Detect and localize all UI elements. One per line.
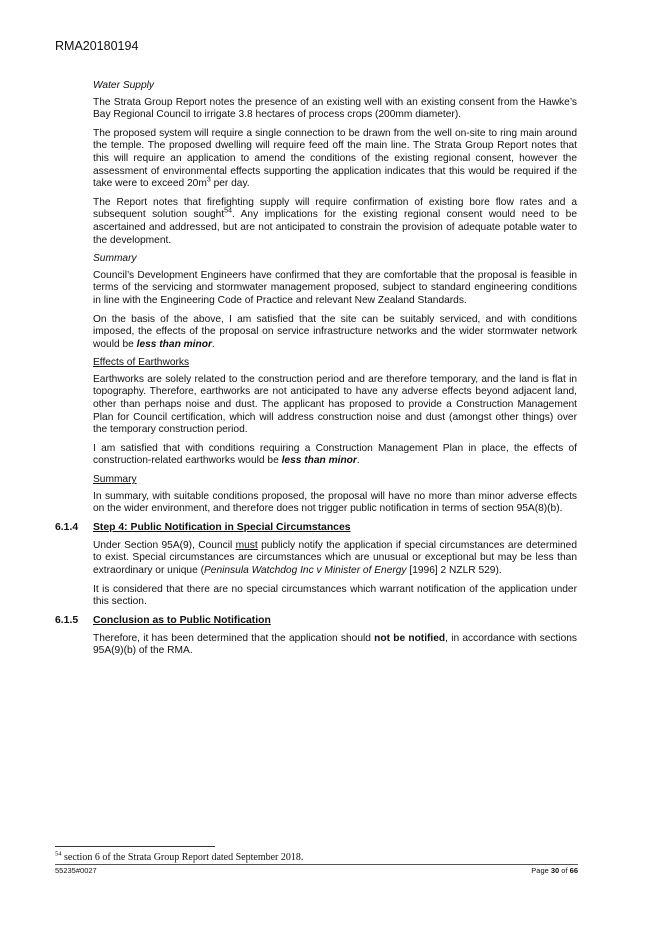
earthworks-paragraph-2: I am satisfied that with conditions requiring a Construction Management Plan in place, the effects of construction-related earthworks would be less than minor.	[93, 442, 577, 467]
section-6-1-4-paragraph-1: Under Section 95A(9), Council must publicly notify the application if special circumstances are determined to exist. Special circumstances are circumstances which are unusual or exceptional but may be less than extraordinary or unique (Peninsula Watchdog Inc v Minister of Energy [1996] 2 NZLR 529).	[93, 539, 577, 576]
document-id: RMA20180194	[55, 39, 139, 53]
summary-heading: Summary	[93, 253, 137, 265]
page-number: Page 30 of 66	[531, 866, 578, 875]
section-6-1-4-paragraph-2: It is considered that there are no special circumstances which warrant notification of the application under this section.	[93, 583, 577, 608]
summary-paragraph-2: On the basis of the above, I am satisfied that the site can be suitably serviced, and with conditions imposed, the effects of the proposal on service infrastructure networks and the wider stormwater network would be less than minor.	[93, 313, 577, 350]
summary-paragraph-1: Council’s Development Engineers have confirmed that they are comfortable that the proposal is feasible in terms of the servicing and stormwater management proposed, subject to standard engineering conditions in line with the Engineering Code of Practice and relevant New Zealand Standards.	[93, 269, 577, 306]
section-title: Conclusion as to Public Notification	[93, 614, 271, 626]
section-number: 6.1.4	[55, 521, 79, 533]
footnote: $^{54}$ section 6 of the Strata Group Report dated September 2018.	[55, 850, 304, 863]
section-6-1-4-heading	[55, 521, 577, 533]
page-body	[55, 80, 577, 664]
footnote-divider	[55, 846, 215, 847]
footer-divider	[55, 864, 578, 865]
section-6-1-5-paragraph: Therefore, it has been determined that the application should not be notified, in accordance with sections 95A(9)(b) of the RMA.	[93, 632, 577, 657]
water-supply-paragraph-2: The proposed system will require a single connection to be drawn from the well on-site to ring main around the temple. The proposed dwelling will require feed off the main line. The Strata Group Report notes that this will require an application to amend the conditions of the existing regional consent, however the assessment of environmental effects supporting the application indicates that this would be required if the take were to exceed $20m^3$ per day.	[93, 127, 577, 190]
footer-doc-ref: 55235#0027	[55, 866, 97, 875]
earthworks-paragraph-1: Earthworks are solely related to the construction period and are therefore temporary, and the land is flat in topography. Therefore, earthworks are not anticipated to have any adverse effects beyond adjacent land, other than perhaps noise and dust. The applicant has proposed to provide a Construction Management Plan for Council certification, which will address construction noise and dust (amongst other things) over the temporary construction period.	[93, 373, 577, 436]
section-6-1-5-heading	[55, 614, 577, 626]
earthworks-heading: Effects of Earthworks	[93, 357, 190, 369]
water-supply-paragraph-1: The Strata Group Report notes the presence of an existing well with an existing consent from the Hawke’s Bay Regional Council to irrigate 3.8 hectares of process crops (200mm diameter).	[93, 96, 577, 121]
summary2-heading: Summary	[93, 474, 137, 486]
summary2-paragraph: In summary, with suitable conditions proposed, the proposal will have no more than minor adverse effects on the wider environment, and therefore does not trigger public notification in terms of section 95A(8)(b).	[93, 490, 577, 515]
section-title: Step 4: Public Notification in Special Circumstances	[93, 521, 351, 533]
section-number: 6.1.5	[55, 614, 79, 626]
water-supply-heading: Water Supply	[93, 80, 154, 91]
footnote-ref: 54	[224, 207, 232, 215]
water-supply-paragraph-3: The Report notes that firefighting supply will require confirmation of existing bore flow rates and a subsequent solution sought$^{54}$. Any implications for the existing regional consent would need to be ascertained and addressed, but are not anticipated to constrain the provision of adequate potable water to the development.	[93, 196, 577, 246]
